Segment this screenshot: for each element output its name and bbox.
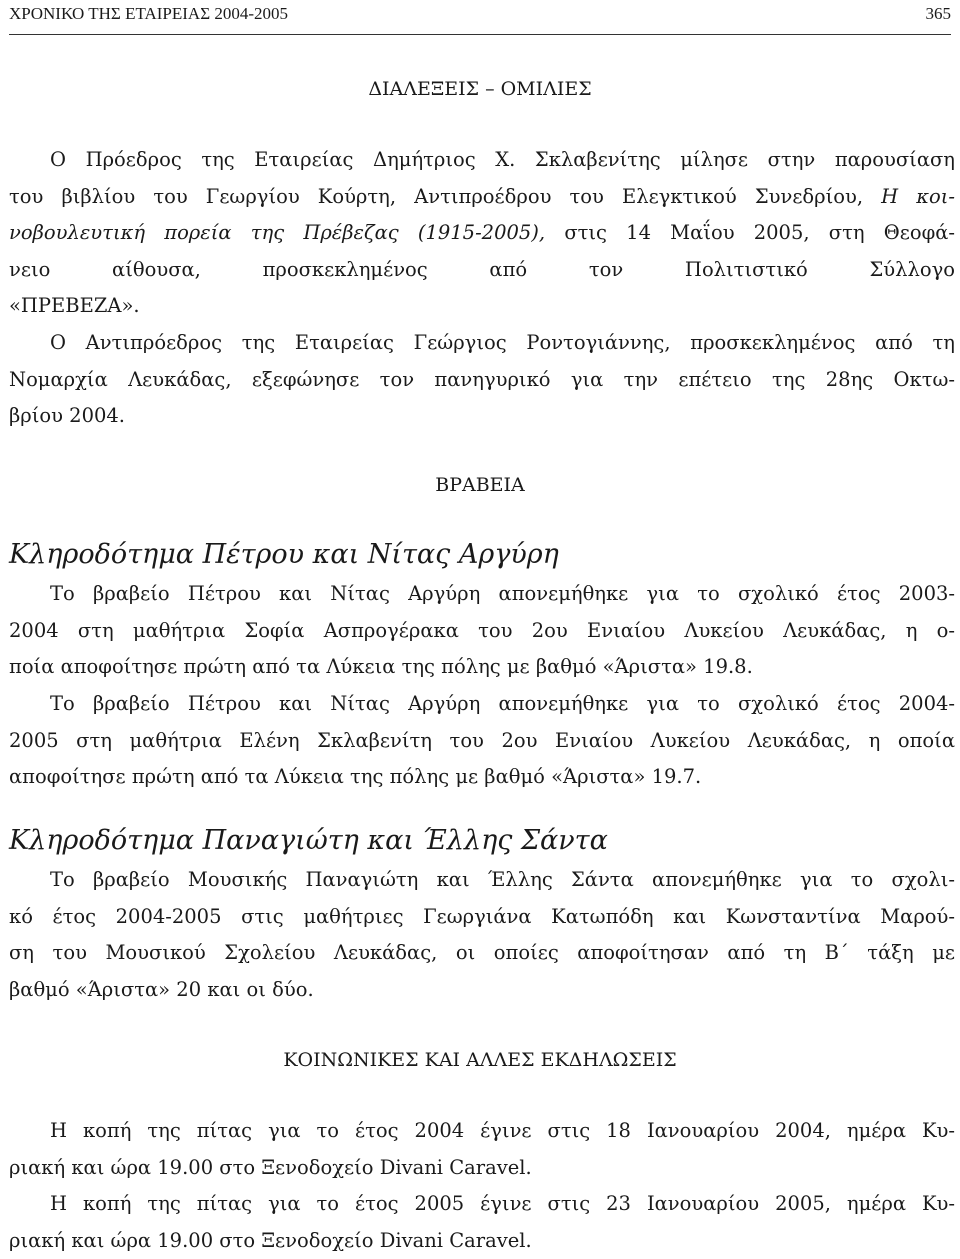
text-line (9, 179, 955, 216)
text-line: αποφοίτησε πρώτη από τα Λύκεια της πόλης με βαθμό «Άριστα» 19.7. (9, 765, 702, 789)
text-line: βαθμό «Άριστα» 20 και οι δύο. (9, 977, 314, 1001)
text-line: Νομαρχία Λευκάδας, εξεφώνησε τον πανηγυρικό για την επέτειο της 28ης Οκτω- (9, 367, 955, 391)
italic-book-title-part: Η κοι- (881, 184, 956, 208)
paragraph-lectures-1 (9, 142, 955, 325)
text-line: Ο Πρόεδρος της Εταιρείας Δημήτριος Χ. Σκλαβενίτης μίλησε στην παρουσίαση (50, 148, 955, 171)
text-line (9, 215, 955, 252)
italic-fragment: νο (9, 221, 33, 245)
text-line: ριακή και ώρα 19.00 στο Ξενοδοχείο Divani Caravel. (9, 1155, 532, 1179)
section-heading-social: ΚΟΙΝΩΝΙΚΕΣ ΚΑΙ ΑΛΛΕΣ ΕΚΔΗΛΩΣΕΙΣ (283, 1049, 677, 1071)
bequest-title-santa: Κληροδότημα Παναγιώτη και Έλλης Σάντα (9, 825, 608, 856)
text-line: ση του Μουσικού Σχολείου Λευκάδας, οι οποίες αποφοίτησαν από τη Β΄ τάξη με (9, 941, 955, 965)
text-line: ποία αποφοίτησε πρώτη από τα Λύκεια της πόλης με βαθμό «Άριστα» 19.8. (9, 655, 753, 679)
text-line: 2004 στη μαθήτρια Σοφία Ασπρογέρακα του 2ου Ενιαίου Λυκείου Λευκάδας, η ο- (9, 618, 955, 642)
running-title: ΧΡΟΝΙΚΟ ΤΗΣ ΕΤΑΙΡΕΙΑΣ 2004-2005 (9, 4, 289, 23)
text-line: νειο αίθουσα, προσκεκλημένος από τον Πολιτιστικό Σύλλογο (9, 257, 955, 281)
paragraph-award-2 (9, 686, 955, 796)
text-line: βρίου 2004. (9, 404, 126, 428)
text-line: κό έτος 2004-2005 στις μαθήτριες Γεωργιάνα Κατωπόδη και Κωνσταντίνα Μαρού- (9, 904, 955, 928)
text-line: ριακή και ώρα 19.00 στο Ξενοδοχείο Divani Caravel. (9, 1228, 532, 1252)
running-header (9, 3, 951, 29)
text-line: Ο Αντιπρόεδρος της Εταιρείας Γεώργιος Ροντογιάννης, προσκεκλημένος από τη (50, 331, 955, 354)
paragraph-award-1 (9, 576, 955, 686)
paragraph-lectures-2 (9, 325, 955, 435)
text-segment: στις 14 Μαΐου 2005, στη Θεοφά- (564, 221, 955, 245)
text-line: Το βραβείο Πέτρου και Νίτας Αργύρη απονεμήθηκε για το σχολικό έτος 2003- (50, 582, 955, 605)
italic-book-title-part (9, 221, 545, 244)
text-line: «ΠΡΕΒΕΖΑ». (9, 294, 140, 318)
section-heading-awards: ΒΡΑΒΕΙΑ (435, 474, 525, 496)
section-heading-lectures: ΔΙΑΛΕΞΕΙΣ – ΟΜΙΛΙΕΣ (368, 78, 592, 100)
paragraph-award-3 (9, 862, 955, 1008)
bequest-title-argyri: Κληροδότημα Πέτρου και Νίτας Αργύρη (9, 539, 559, 570)
text-line: Η κοπή της πίτας για το έτος 2004 έγινε στις 18 Ιανουαρίου 2004, ημέρα Κυ- (50, 1119, 955, 1142)
text-line: Το βραβείο Πέτρου και Νίτας Αργύρη απονεμήθηκε για το σχολικό έτος 2004- (50, 692, 955, 715)
header-rule (9, 34, 951, 35)
italic-fragment: βουλευτική πορεία της Πρέβεζας (1915-2005), (32, 221, 546, 245)
page-number: 365 (925, 4, 951, 23)
paragraph-social-1 (9, 1113, 955, 1186)
text-line: 2005 στη μαθήτρια Ελένη Σκλαβενίτη του 2ου Ενιαίου Λυκείου Λευκάδας, η οποία (9, 728, 955, 752)
text-line: Το βραβείο Μουσικής Παναγιώτη και Έλλης Σάντα απονεμήθηκε για το σχολι- (50, 868, 955, 891)
paragraph-social-2 (9, 1186, 955, 1259)
text-segment: του βιβλίου του Γεωργίου Κούρτη, Αντιπροέδρου του Ελεγκτικού Συνεδρίου, (9, 184, 864, 208)
text-line: Η κοπή της πίτας για το έτος 2005 έγινε στις 23 Ιανουαρίου 2005, ημέρα Κυ- (50, 1192, 955, 1215)
